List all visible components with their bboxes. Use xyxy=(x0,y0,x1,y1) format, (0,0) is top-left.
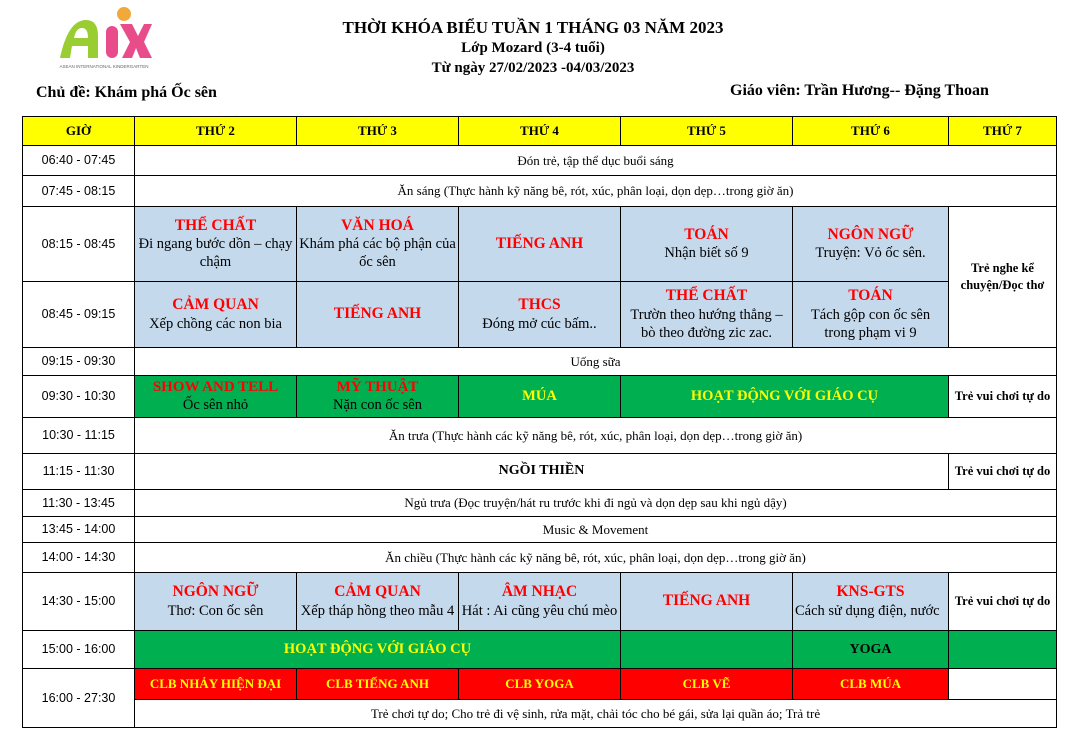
time-cell: 16:00 - 27:30 xyxy=(23,669,135,728)
table-row xyxy=(23,490,1057,517)
table-row xyxy=(23,517,1057,543)
activity-cell: NGỒI THIỀN xyxy=(135,454,949,490)
lesson-subject: ÂM NHẠC xyxy=(501,583,578,601)
table-row xyxy=(23,376,1057,418)
time-cell: 11:30 - 13:45 xyxy=(23,490,135,517)
date-range: Từ ngày 27/02/2023 -04/03/2023 xyxy=(431,60,635,76)
lesson-subject: TOÁN xyxy=(684,225,729,243)
col-header-time: GIỜ xyxy=(23,117,135,146)
table-row xyxy=(23,454,1057,490)
activity-cell: Ăn sáng (Thực hành kỹ năng bê, rót, xúc, phân loại, dọn dẹp…trong giờ ăn) xyxy=(135,176,1057,207)
activity-cell: Music & Movement xyxy=(135,517,1057,543)
lesson-subject: SHOW AND TELL xyxy=(152,379,279,396)
lesson-desc: Đóng mở cúc bấm.. xyxy=(482,315,597,332)
lesson-subject: THCS xyxy=(518,296,561,314)
table-row xyxy=(23,282,1057,348)
activity-cell: Đón trẻ, tập thể dục buổi sáng xyxy=(135,146,1057,176)
lesson-cell xyxy=(297,376,459,418)
activity-cell: Ăn trưa (Thực hành các kỹ năng bê, rót, xúc, phân loại, dọn dẹp…trong giờ ăn) xyxy=(135,418,1057,454)
lesson-subject: THỂ CHẤT xyxy=(174,216,257,234)
club-cell xyxy=(297,669,459,700)
club-label: CLB MÚA xyxy=(839,676,902,692)
lesson-subject: THỂ CHẤT xyxy=(665,287,748,305)
table-row xyxy=(23,573,1057,631)
lesson-desc: Ốc sên nhỏ xyxy=(182,397,249,414)
lesson-subject: TIẾNG ANH xyxy=(333,305,422,323)
lesson-cell xyxy=(621,282,793,348)
time-cell: 14:30 - 15:00 xyxy=(23,573,135,631)
saturday-cell: Trẻ vui chơi tự do xyxy=(949,573,1057,631)
club-label: CLB TIẾNG ANH xyxy=(325,676,430,692)
lesson-desc: Tách gộp con ốc sên trong phạm vi 9 xyxy=(810,306,931,341)
time-cell: 08:15 - 08:45 xyxy=(23,207,135,282)
empty-cell xyxy=(949,669,1057,700)
lesson-cell xyxy=(459,207,621,282)
lesson-cell xyxy=(621,376,949,418)
activity-cell: Ngủ trưa (Đọc truyện/hát ru trước khi đi ngủ và dọn dẹp sau khi ngủ dậy) xyxy=(135,490,1057,517)
club-cell xyxy=(459,669,621,700)
lesson-cell xyxy=(793,282,949,348)
time-cell: 08:45 - 09:15 xyxy=(23,282,135,348)
lesson-cell xyxy=(793,207,949,282)
lesson-cell xyxy=(459,573,621,631)
lesson-subject: NGÔN NGỮ xyxy=(172,583,259,601)
topic-label: Chủ đề: Khám phá Ốc sên xyxy=(36,84,217,101)
club-label: CLB YOGA xyxy=(505,676,574,692)
club-label: CLB NHẢY HIỆN ĐẠI xyxy=(149,676,282,692)
col-header-sat: THỨ 7 xyxy=(949,117,1057,146)
lesson-subject: MÚA xyxy=(522,387,557,404)
table-row xyxy=(23,146,1057,176)
teachers-label: Giáo viên: Trần Hương-- Đặng Thoan xyxy=(730,82,989,99)
lesson-desc: Nhận biết số 9 xyxy=(664,245,749,262)
col-header-thu: THỨ 5 xyxy=(621,117,793,146)
club-label: CLB VẼ xyxy=(682,676,731,692)
club-cell xyxy=(793,669,949,700)
club-cell xyxy=(621,669,793,700)
page-title: THỜI KHÓA BIỂU TUẦN 1 THÁNG 03 NĂM 2023 xyxy=(342,18,724,37)
lesson-subject: CẢM QUAN xyxy=(172,296,259,314)
lesson-cell xyxy=(135,207,297,282)
lesson-subject: VĂN HOÁ xyxy=(341,216,414,234)
col-header-fri: THỨ 6 xyxy=(793,117,949,146)
logo-caption: ASEAN INTERNATIONAL KINDERGARTEN xyxy=(59,64,149,69)
table-row xyxy=(23,631,1057,669)
activity-cell: Uống sữa xyxy=(135,348,1057,376)
saturday-cell: Trẻ vui chơi tự do xyxy=(949,454,1057,490)
empty-cell xyxy=(949,631,1057,669)
col-header-mon: THỨ 2 xyxy=(135,117,297,146)
lesson-desc: Hát : Ai cũng yêu chú mèo xyxy=(461,602,618,619)
lesson-desc: Đi ngang bước dồn – chạy chậm xyxy=(138,236,293,271)
lesson-desc: Nặn con ốc sên xyxy=(333,397,422,414)
time-cell: 13:45 - 14:00 xyxy=(23,517,135,543)
lesson-cell xyxy=(621,207,793,282)
lesson-subject: KNS-GTS xyxy=(836,583,905,601)
lesson-subject: NGÔN NGỮ xyxy=(827,225,914,243)
lesson-cell xyxy=(135,282,297,348)
lesson-cell xyxy=(297,207,459,282)
lesson-subject: TOÁN xyxy=(848,287,893,305)
col-header-wed: THỨ 4 xyxy=(459,117,621,146)
time-cell: 10:30 - 11:15 xyxy=(23,418,135,454)
table-row xyxy=(23,669,1057,700)
lesson-desc: Xếp tháp hồng theo mẫu 4 xyxy=(300,602,455,619)
col-header-tue: THỨ 3 xyxy=(297,117,459,146)
table-header-row xyxy=(23,117,1057,146)
lesson-desc: Cách sử dụng điện, nước xyxy=(795,602,940,619)
table-row xyxy=(23,176,1057,207)
time-cell: 09:15 - 09:30 xyxy=(23,348,135,376)
time-cell: 14:00 - 14:30 xyxy=(23,543,135,573)
table-row xyxy=(23,207,1057,282)
lesson-desc: Xếp chồng các non bia xyxy=(149,315,282,332)
saturday-cell: Trẻ nghe kể chuyện/Đọc thơ xyxy=(949,207,1057,348)
table-row xyxy=(23,348,1057,376)
lesson-desc: Khám phá các bộ phận của ốc sên xyxy=(299,236,456,271)
empty-cell xyxy=(621,631,793,669)
lesson-cell xyxy=(135,631,621,669)
lesson-subject: TIẾNG ANH xyxy=(495,234,584,252)
lesson-desc: Thơ: Con ốc sên xyxy=(167,602,264,619)
lesson-cell xyxy=(297,282,459,348)
lesson-desc: Trườn theo hướng thẳng – bò theo đường zic zac. xyxy=(630,306,783,341)
lesson-cell xyxy=(793,631,949,669)
club-cell xyxy=(135,669,297,700)
lesson-cell xyxy=(135,573,297,631)
lesson-subject: HOẠT ĐỘNG VỚI GIÁO CỤ xyxy=(690,387,879,404)
table-row xyxy=(23,543,1057,573)
lesson-cell xyxy=(135,376,297,418)
lesson-cell xyxy=(793,573,949,631)
time-cell: 07:45 - 08:15 xyxy=(23,176,135,207)
time-cell: 15:00 - 16:00 xyxy=(23,631,135,669)
time-cell: 06:40 - 07:45 xyxy=(23,146,135,176)
time-cell: 09:30 - 10:30 xyxy=(23,376,135,418)
timetable xyxy=(22,116,1057,728)
lesson-desc: Truyện: Vỏ ốc sên. xyxy=(815,245,926,262)
time-cell: 11:15 - 11:30 xyxy=(23,454,135,490)
lesson-cell xyxy=(459,282,621,348)
activity-cell: Trẻ chơi tự do; Cho trẻ đi vệ sinh, rửa mặt, chải tóc cho bé gái, sửa lại quần áo; Trả trẻ xyxy=(135,700,1057,728)
lesson-subject: TIẾNG ANH xyxy=(662,592,751,610)
table-row xyxy=(23,700,1057,728)
lesson-cell xyxy=(459,376,621,418)
class-line: Lớp Mozard (3-4 tuổi) xyxy=(461,40,605,56)
lesson-cell xyxy=(297,573,459,631)
activity-cell: Ăn chiều (Thực hành các kỹ năng bê, rót, xúc, phân loại, dọn dẹp…trong giờ ăn) xyxy=(135,543,1057,573)
lesson-subject: HOẠT ĐỘNG VỚI GIÁO CỤ xyxy=(283,640,472,657)
lesson-subject: YOGA xyxy=(849,641,892,657)
lesson-subject: CẢM QUAN xyxy=(334,583,421,601)
saturday-cell: Trẻ vui chơi tự do xyxy=(949,376,1057,418)
table-row xyxy=(23,418,1057,454)
lesson-subject: MỸ THUẬT xyxy=(336,379,419,396)
lesson-cell xyxy=(621,573,793,631)
